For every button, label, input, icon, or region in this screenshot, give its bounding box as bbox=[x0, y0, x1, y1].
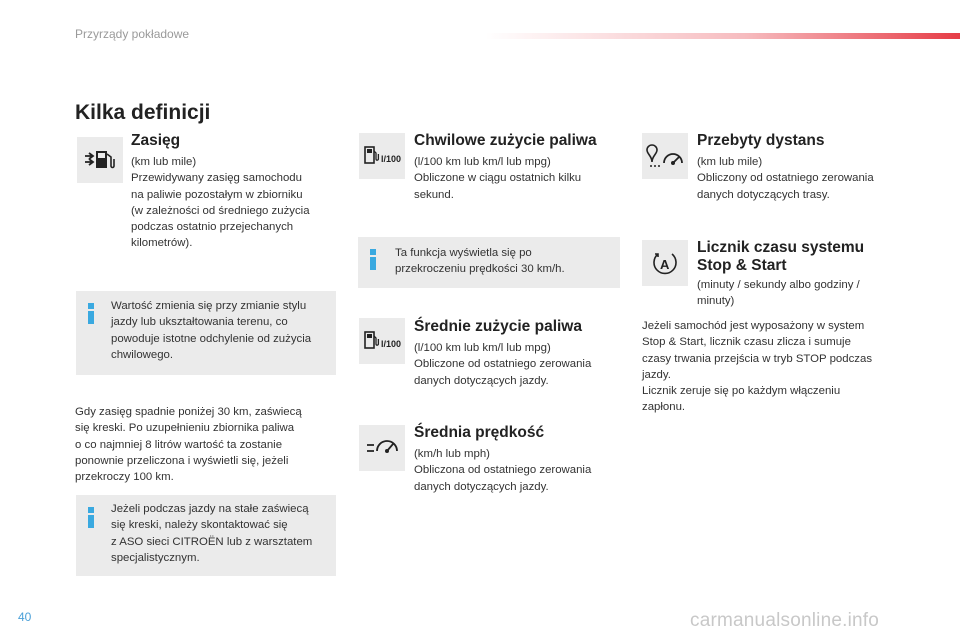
range-line: Przewidywany zasięg samochodu bbox=[131, 172, 302, 185]
stop-start-timer-title: Licznik czasu systemu Stop & Start bbox=[697, 239, 865, 274]
range-line: podczas ostatnio przejechanych bbox=[131, 221, 294, 234]
note-line: Jeżeli podczas jazdy na stałe zaświecą bbox=[111, 503, 309, 515]
range-line: na paliwie pozostałym w zbiorniku bbox=[131, 188, 303, 201]
stop-start-description: Jeżeli samochód jest wyposażony w system Stop & Start, licznik czasu zlicza i sumuje czasy trwania przejścia w tryb STOP podczas jazdy. Licznik zeruje się po każdym włączeniu zapłonu. bbox=[642, 320, 873, 414]
fuel-consumption-icon bbox=[359, 133, 405, 179]
note-line: jazdy lub ukształtowania terenu, co bbox=[111, 316, 288, 329]
stop-start-icon bbox=[642, 240, 688, 286]
average-speed-description: (km/h lub mph) Obliczona od ostatniego zerowania danych dotyczących jazdy. bbox=[414, 448, 592, 493]
distance-description: (km lub mile) Obliczony od ostatniego zerowania danych dotyczących trasy. bbox=[697, 156, 874, 201]
note-line: powoduje istotne odchylenie od zużycia bbox=[111, 332, 312, 345]
note-line: Ta funkcja wyświetla się po bbox=[395, 247, 532, 259]
header-title: Przyrządy pokładowe bbox=[75, 27, 190, 41]
svg-text:l/100: l/100 bbox=[381, 154, 401, 164]
note-line: Wartość zmienia się przy zmianie stylu bbox=[111, 300, 307, 312]
range-description bbox=[131, 154, 341, 252]
fuel-range-icon bbox=[77, 137, 123, 183]
distance-icon bbox=[642, 133, 688, 179]
fuel-consumption-icon bbox=[359, 318, 405, 364]
note-line: się kreski, należy skontaktować się bbox=[111, 519, 288, 532]
distance-title: Przebyty dystans bbox=[697, 132, 825, 149]
instant-consumption-title: Chwilowe zużycie paliwa bbox=[414, 132, 597, 149]
instant-consumption-description: (l/100 km lub km/l lub mpg) Obliczone w ciągu ostatnich kilku sekund. bbox=[414, 156, 582, 201]
range-line: (w zależności od średniego zużycia bbox=[131, 204, 310, 217]
stop-start-units: (minuty / sekundy albo godziny / minuty) bbox=[697, 279, 860, 308]
watermark: carmanualsonline.info bbox=[690, 610, 880, 631]
range-title: Zasięg bbox=[131, 132, 181, 149]
range-units: (km lub mile) bbox=[131, 156, 197, 168]
page-number: 40 bbox=[18, 610, 32, 624]
note-line: z ASO sieci CITROËN lub z warsztatem bbox=[111, 535, 313, 548]
info-note-warning bbox=[76, 495, 336, 576]
header-accent-line bbox=[485, 33, 960, 39]
info-note-range bbox=[76, 291, 336, 375]
range-line: kilometrów). bbox=[131, 237, 193, 250]
note-line: chwilowego. bbox=[111, 348, 174, 361]
average-speed-title: Średnia prędkość bbox=[414, 424, 545, 441]
average-speed-icon bbox=[359, 425, 405, 471]
low-range-text: Gdy zasięg spadnie poniżej 30 km, zaświecą się kreski. Po uzupełnieniu zbiornika paliwa o co najmniej 8 litrów wartość ta zostanie ponownie przeliczona i wyświetli się, jeżeli przekroczy 100 km. bbox=[75, 406, 302, 484]
info-icon bbox=[88, 507, 94, 528]
average-consumption-description: (l/100 km lub km/l lub mpg) Obliczone od ostatniego zerowania danych dotyczących jazdy. bbox=[414, 342, 592, 387]
note-line: specjalistycznym. bbox=[111, 551, 200, 564]
note-line: przekroczeniu prędkości 30 km/h. bbox=[395, 263, 565, 276]
info-note-speed-threshold bbox=[358, 237, 620, 288]
info-icon bbox=[370, 249, 376, 270]
section-title: Kilka definicji bbox=[75, 101, 211, 124]
info-icon bbox=[88, 303, 94, 324]
svg-text:l/100: l/100 bbox=[381, 339, 401, 349]
svg-text:A: A bbox=[660, 257, 670, 272]
average-consumption-title: Średnie zużycie paliwa bbox=[414, 318, 582, 335]
